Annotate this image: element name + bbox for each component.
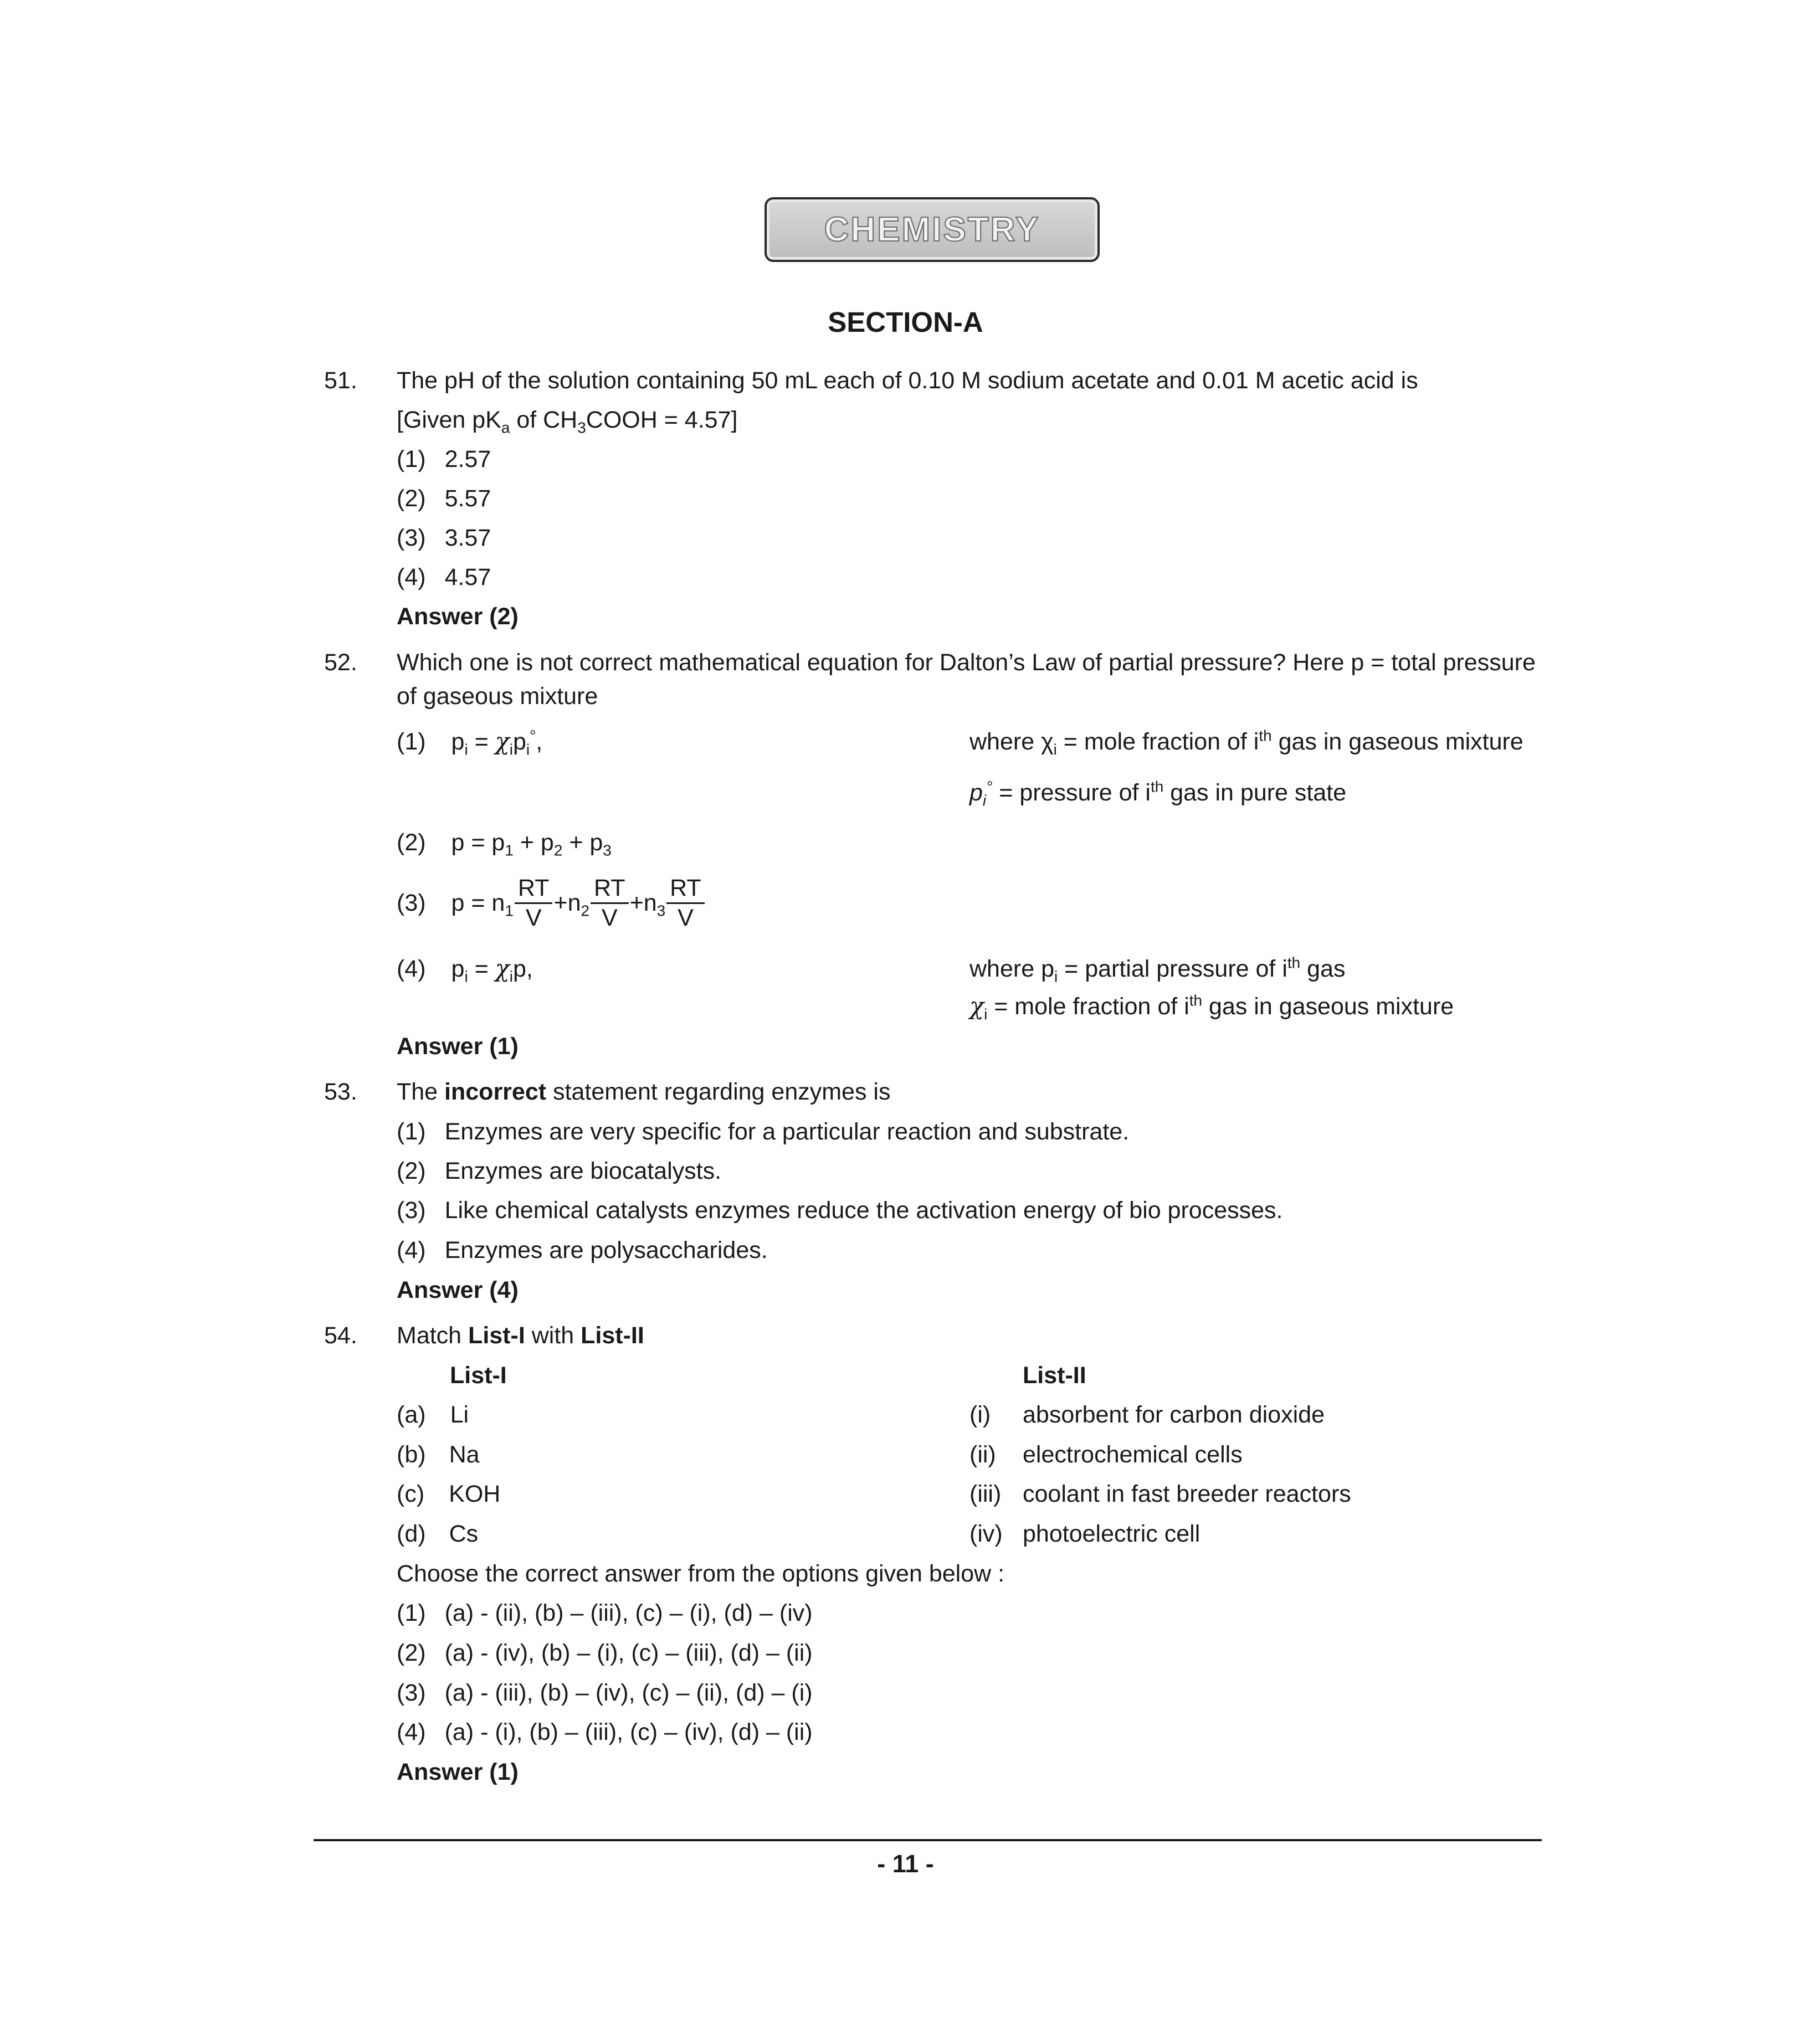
q52-option-2: (2) $p = p_1 + p_2 + p_3$ xyxy=(397,829,612,859)
q53-option-1: (1) Enzymes are very specific for a particular reaction and substrate. xyxy=(397,1118,1130,1145)
q54-answer: Answer (1) xyxy=(397,1759,519,1785)
q54-option-3: (3) (a) - (iii), (b) – (iv), (c) – (ii), (d) – (i) xyxy=(397,1680,813,1706)
page-number: - 11 - xyxy=(877,1850,934,1878)
q54-option-1: (1) (a) - (ii), (b) – (iii), (c) – (i), (d) – (iv) xyxy=(397,1600,813,1626)
footer-divider xyxy=(314,1839,1542,1841)
list-1-row-b: (b) Na xyxy=(397,1441,480,1468)
q52-option-4-chi: $\chi_i$ = mole fraction of $i^{th}$ gas in gaseous mixture xyxy=(969,992,1454,1023)
q53-text: The incorrect statement regarding enzymes is xyxy=(397,1079,891,1105)
q54-text: Match List-I with List-II xyxy=(397,1322,644,1349)
q51-number: 51. xyxy=(324,367,357,394)
q54-option-2: (2) (a) - (iv), (b) – (i), (c) – (iii), (d) – (ii) xyxy=(397,1640,813,1666)
q54-number: 54. xyxy=(324,1322,357,1349)
list-2-row-ii: (ii) electrochemical cells xyxy=(969,1441,1243,1468)
q52-option-1: (1) $p_i = \chi_ip_i^\circ$, xyxy=(397,727,543,758)
subject-title: CHEMISTRY xyxy=(824,210,1040,249)
q52-option-4-where: where $p_i$ = partial pressure of $i^{th}$ gas xyxy=(969,954,1346,985)
q52-text-line1: Which one is not correct mathematical equation for Dalton’s Law of partial pressure? Here p = total pressure xyxy=(397,649,1536,676)
q51-option-1: (1) 2.57 xyxy=(397,446,491,473)
q52-option-1-where: where $\chi_i$ = mole fraction of $i^{th}$ gas in gaseous mixture xyxy=(969,727,1523,758)
q51-option-2: (2) 5.57 xyxy=(397,485,491,512)
list-2-row-iii: (iii) coolant in fast breeder reactors xyxy=(969,1481,1351,1507)
subject-banner xyxy=(765,197,1100,262)
q51-answer: Answer (2) xyxy=(397,603,519,630)
list-2-row-iv: (iv) photoelectric cell xyxy=(969,1521,1201,1547)
q51-option-4: (4) 4.57 xyxy=(397,564,491,590)
list-1-row-c: (c) KOH xyxy=(397,1481,501,1507)
section-heading: SECTION-A xyxy=(828,306,983,338)
q52-answer: Answer (1) xyxy=(397,1033,519,1060)
q53-option-4: (4) Enzymes are polysaccharides. xyxy=(397,1237,768,1264)
q52-text-line2: of gaseous mixture xyxy=(397,683,598,710)
q54-choose-instruction: Choose the correct answer from the options given below : xyxy=(397,1560,1005,1587)
list-2-heading: List-II xyxy=(1023,1362,1086,1389)
q52-option-4: (4) $p_i = \chi_ip$, xyxy=(397,955,533,985)
q53-option-3: (3) Like chemical catalysts enzymes reduce the activation energy of bio processes. xyxy=(397,1197,1283,1224)
q54-option-4: (4) (a) - (i), (b) – (iii), (c) – (iv), (d) – (ii) xyxy=(397,1719,813,1745)
list-1-row-a: (a) Li xyxy=(397,1401,469,1428)
list-1-row-d: (d) Cs xyxy=(397,1521,479,1547)
q52-number: 52. xyxy=(324,649,357,676)
q53-number: 53. xyxy=(324,1079,357,1105)
list-1-heading: List-I xyxy=(450,1362,507,1389)
q53-option-2: (2) Enzymes are biocatalysts. xyxy=(397,1158,722,1184)
q51-text: The pH of the solution containing 50 mL each of 0.10 M sodium acetate and 0.01 M acetic acid is xyxy=(397,367,1418,394)
q52-option-3: (3) $p = n_1$ $\frac{RT}{V}$ $+n_2$ $\frac{RT}{V}$ $+n_3$ $\frac{RT}{V}$ xyxy=(397,876,706,930)
q51-option-3: (3) 3.57 xyxy=(397,525,491,551)
q51-given: [Given $pK_a$ of $CH_3COOH = 4.57$] xyxy=(397,407,738,436)
q52-option-1-pure: $p_i^\circ$ = pressure of $i^{th}$ gas in pure state xyxy=(969,778,1347,809)
q53-answer: Answer (4) xyxy=(397,1277,519,1303)
list-2-row-i: (i) absorbent for carbon dioxide xyxy=(969,1401,1325,1428)
